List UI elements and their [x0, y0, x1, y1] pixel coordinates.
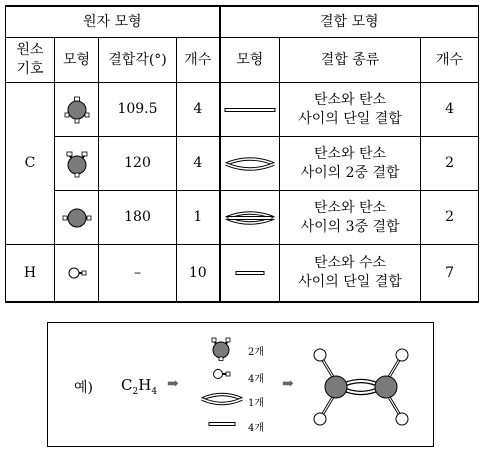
atom-count-value: 4: [177, 83, 220, 137]
arrow-right-icon: ➡: [167, 376, 179, 392]
triple-bond-stick-icon: [220, 191, 280, 245]
single-bond-stick-icon: [220, 83, 280, 137]
bond-angle-value: 120: [99, 137, 177, 191]
header-element-symbol: 원소 기호: [6, 38, 55, 83]
bond-count-value: 4: [421, 83, 479, 137]
element-symbol-carbon: C: [6, 83, 55, 245]
header-atom-count: 개수: [177, 38, 220, 83]
ethylene-molecule-model-icon: [311, 345, 411, 429]
bond-angle-value: 109.5: [99, 83, 177, 137]
bond-count-value: 2: [421, 137, 479, 191]
hydrogen-atom-icon: [210, 367, 234, 381]
short-single-bond-stick-icon: [208, 420, 236, 428]
group-header-atom: 원자 모형: [6, 6, 220, 38]
header-atom-model: 모형: [55, 38, 99, 83]
bond-count-value: 2: [421, 191, 479, 245]
atom-count-value: 10: [177, 245, 220, 303]
carbon-linear-atom-icon: [55, 191, 99, 245]
double-bond-stick-icon: [200, 391, 244, 407]
carbon-trigonal-atom-icon: [55, 137, 99, 191]
header-bond-type: 결합 종류: [280, 38, 421, 83]
piece-count: 1개: [248, 398, 265, 409]
atom-count-value: 4: [177, 137, 220, 191]
header-bond-count: 개수: [421, 38, 479, 83]
bond-angle-value: 180: [99, 191, 177, 245]
atom-count-value: 1: [177, 191, 220, 245]
example-box: [47, 322, 434, 447]
header-bond-angle: 결합각(°): [99, 38, 177, 83]
element-symbol-hydrogen: H: [6, 245, 55, 303]
bond-type-value: 탄소와 탄소 사이의 단일 결합: [280, 83, 421, 137]
piece-count: 2개: [248, 347, 265, 358]
piece-count: 4개: [248, 423, 265, 434]
carbon-tetrahedral-atom-icon: [55, 83, 99, 137]
group-header-bond: 결합 모형: [220, 6, 479, 38]
hydrogen-atom-icon: [55, 245, 99, 303]
short-single-bond-stick-icon: [220, 245, 280, 303]
piece-count: 4개: [248, 374, 265, 385]
bond-angle-value: –: [99, 245, 177, 303]
bond-type-value: 탄소와 탄소 사이의 2중 결합: [280, 137, 421, 191]
bond-type-value: 탄소와 수소 사이의 단일 결합: [280, 245, 421, 303]
header-bond-model: 모형: [220, 38, 280, 83]
bond-type-value: 탄소와 탄소 사이의 3중 결합: [280, 191, 421, 245]
example-formula: $C_2H_4$: [121, 376, 158, 397]
carbon-trigonal-atom-icon: [206, 337, 236, 361]
arrow-right-icon: ➡: [282, 376, 294, 392]
example-label: 예): [74, 380, 93, 396]
double-bond-stick-icon: [220, 137, 280, 191]
bond-count-value: 7: [421, 245, 479, 303]
model-table: [5, 5, 479, 303]
